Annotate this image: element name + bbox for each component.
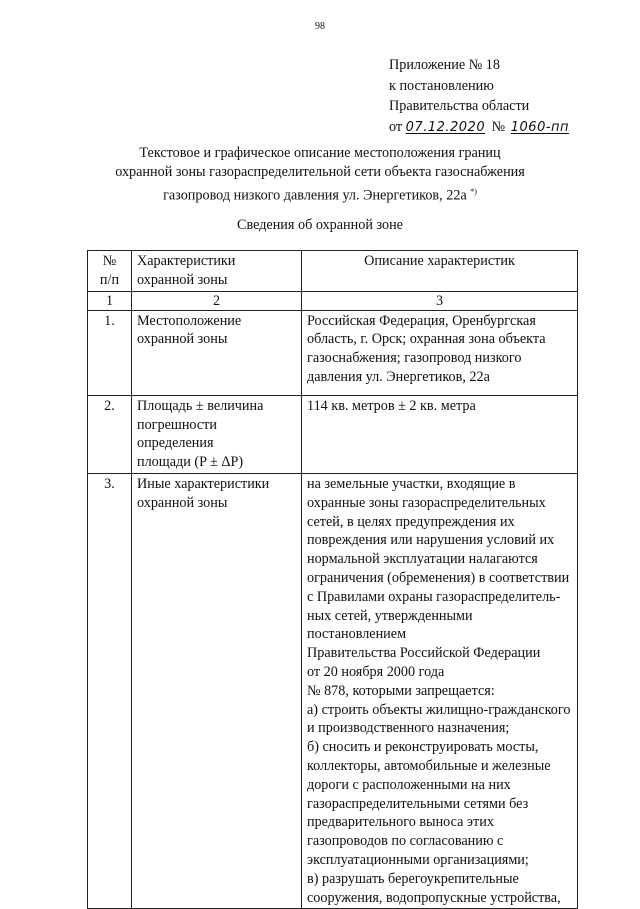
row-number: 1. (88, 310, 132, 395)
row-description (302, 395, 578, 473)
row-characteristic (132, 473, 302, 908)
column-number-2: 2 (132, 291, 302, 310)
from-label: от (389, 118, 403, 135)
description-line: а) строить объекты жилищно-гражданского (307, 701, 571, 718)
description-line: газоснабжения; газопровод низкого (307, 350, 522, 367)
description-line: в) разрушать берегоукрепительные (307, 870, 519, 887)
description-line: Правительства Российской Федерации (307, 645, 541, 662)
appendix-to-resolution: к постановлению (389, 77, 494, 94)
title-line-1: Текстовое и графическое описание местоположения границ (139, 145, 501, 161)
description-line: сетей, в целях предупреждения их (307, 513, 515, 530)
row-characteristic (132, 310, 302, 395)
description-line: б) сносить и реконструировать мосты, (307, 739, 539, 756)
description-line: № 878, которыми запрещается: (307, 682, 495, 699)
row-number: 3. (88, 473, 132, 908)
header-characteristics-line1: Характеристики (137, 253, 236, 269)
table-row (88, 395, 578, 473)
handwritten-number: 1060-пп (510, 119, 570, 135)
header-number (88, 251, 132, 292)
description-line: 114 кв. метров ± 2 кв. метра (307, 397, 476, 414)
appendix-date-number-line (389, 117, 589, 139)
description-line: давления ул. Энергетиков, 22а (307, 368, 490, 385)
header-characteristics (132, 251, 302, 292)
description-line: повреждения или нарушения условий их (307, 532, 555, 549)
table-header-row (88, 251, 578, 292)
footnote-mark: *) (470, 187, 477, 196)
table-row (88, 473, 578, 908)
document-title (0, 144, 640, 206)
characteristic-line: охранной зоны (137, 494, 228, 511)
description-line: охранные зоны газораспределительных (307, 494, 546, 511)
row-description (302, 473, 578, 908)
title-line-2: охранной зоны газораспределительной сети объекта газоснабжения (115, 164, 525, 180)
description-line: дороги с расположенными на них (307, 776, 511, 793)
description-line: с Правилами охраны газораспределитель- (307, 588, 561, 605)
description-line: ных сетей, утвержденными постановлением (307, 607, 473, 643)
description-line: предварительного выноса этих (307, 814, 494, 831)
column-number-3: 3 (302, 291, 578, 310)
header-description: Описание характеристик (302, 251, 578, 292)
protection-zone-table (87, 250, 578, 909)
handwritten-date: 07.12.2020 (405, 119, 486, 135)
description-line: эксплуатационными организациями; (307, 851, 529, 868)
header-characteristics-line2: охранной зоны (137, 271, 228, 288)
characteristic-line: площади (P ± ΔP) (137, 454, 244, 471)
description-line: ограничения (обременения) в соответствии (307, 569, 570, 586)
characteristic-line: погрешности (137, 416, 217, 433)
characteristic-line: определения (137, 435, 214, 452)
characteristic-line: Площадь ± величина (137, 397, 264, 414)
title-line-3-text: газопровод низкого давления ул. Энергетиков, 22а (163, 187, 467, 204)
column-number-row (88, 291, 578, 310)
description-line: от 20 ноября 2000 года (307, 663, 445, 680)
number-label: № (491, 118, 506, 135)
appendix-government: Правительства области (389, 98, 530, 114)
description-line: область, г. Орск; охранная зона объекта (307, 331, 546, 348)
row-characteristic (132, 395, 302, 473)
page-number: 98 (315, 21, 325, 32)
description-line: газораспределительными сетями без (307, 795, 529, 812)
appendix-block (389, 55, 589, 138)
section-subtitle: Сведения об охранной зоне (237, 217, 403, 233)
characteristic-line: Иные характеристики (137, 475, 270, 492)
description-line: Российская Федерация, Оренбургская (307, 312, 536, 329)
characteristic-line: Местоположение (137, 312, 242, 329)
description-line: на земельные участки, входящие в (307, 475, 516, 492)
column-number-1: 1 (88, 291, 132, 310)
description-line: газопроводов по согласованию с (307, 833, 504, 850)
description-line: сооружения, водопропускные устройства, (307, 889, 561, 906)
header-number-sign: № (102, 253, 117, 269)
row-number: 2. (88, 395, 132, 473)
characteristic-line: охранной зоны (137, 331, 228, 348)
description-line: коллекторы, автомобильные и железные (307, 757, 551, 774)
description-line: и производственного назначения; (307, 720, 510, 737)
header-number-abbr: п/п (99, 271, 120, 288)
appendix-title: Приложение № 18 (389, 57, 500, 73)
description-line: нормальной эксплуатации налагаются (307, 551, 538, 568)
title-line-3 (0, 182, 640, 206)
row-description (302, 310, 578, 395)
table-row (88, 310, 578, 395)
